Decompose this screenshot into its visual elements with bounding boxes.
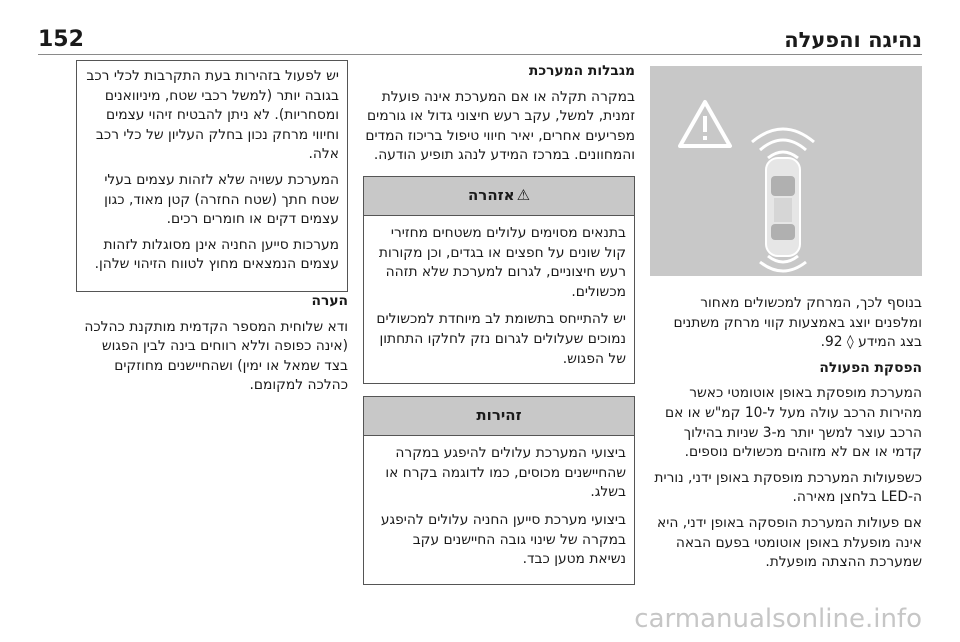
section-title: נהיגה והפעלה <box>784 28 922 52</box>
caution-paragraph-1: ביצועי המערכת עלולים להיפגע במקרה שהחיישנים מכוסים, כמו לדוגמה בקרח או בשלג. <box>385 445 626 501</box>
caution-box <box>363 396 635 585</box>
car-top-view-icon <box>650 66 922 276</box>
continued-warning-paragraph-2: המערכת עשויה שלא לזהות עצמים בעלי שטח חתך (שטח החזרה) קטן מאוד, כגון עצמים דקים או חומרים רכים. <box>104 171 339 228</box>
right-column <box>650 62 922 579</box>
intro-paragraph: בנוסף לכך, המרחק למכשולים מאחור ומלפנים יוצג באמצעות קווי מרחק משתנים בצג המידע ◊ 92. <box>673 295 922 351</box>
warning-paragraph-2: יש להתייחס בתשומת לב מיוחדת למכשולים נמוכים שעלולים לגרום נזק לחלקו התחתון של הפגוש. <box>376 311 626 367</box>
parking-sensor-display-image <box>650 66 922 276</box>
system-limits-paragraph: במקרה תקלה או אם המערכת אינה פועלת זמנית, למשל, עקב רעש חיצוני גדול או גורמים מפריעים אחרים, יאיר חיווי טיפול בריכוז המדים והמחוונים. במרכז המידע לנהג תופיע הודעה. <box>365 88 635 164</box>
warning-triangle-icon: ⚠ <box>516 186 531 205</box>
warning-triangle-icon <box>680 102 730 146</box>
continued-warning-paragraph-3: מערכות סייען החניה אינן מסוגלות לזהות עצמים הנמצאים מחוץ לטווח הזיהוי שלהן. <box>94 236 339 273</box>
note-paragraph: ודא שלוחית המספר הקדמית מותקנת כהלכה (אינה כפופה וללא רווחים בינה לבין הפגוש בצד שמאל או ימין) ושהחיישנים מחוזקים כהלכה למקומם. <box>84 318 348 394</box>
note-heading: הערה <box>311 292 348 309</box>
deactivation-heading: הפסקת הפעולה <box>819 359 922 376</box>
warning-paragraph-1: בתנאים מסוימים עלולים משטחים מחזירי קול שונים על חפצים או בגדים, וכן מקורות רעש חיצוניים, לגרום למערכת שלא תזהה מכשולים. <box>378 224 626 300</box>
warning-box-header <box>364 177 634 216</box>
continued-warning-paragraph-1: יש לפעול בזהירות בעת התקרבות לכלי רכב בגובה יותר (למשל רכבי שטח, מיניוואנים ומסחריות). לא ניתן להבטיח זיהוי עצמים וחיווי מרחק נכון בחלק העליון של כלי רכב אלה. <box>86 68 339 163</box>
deactivation-paragraph-3: אם פעולות המערכת הופסקה באופן ידני, היא אינה מופעלת באופן אוטומטי בפעם הבאה שמערכת ההצתה מופעלת. <box>657 514 922 571</box>
watermark: carmanualsonline.info <box>634 604 922 634</box>
deactivation-paragraph-1: המערכת מופסקת באופן אוטומטי כאשר מהירות הרכב עולה מעל ל-10 קמ"ש או אם הרכב עוצר למשך יותר מ-3 שניות בהילוך קדמי או אם לא מזוהים מכשולים נוספים. <box>665 385 922 461</box>
left-column <box>76 62 348 402</box>
middle-column <box>363 62 635 585</box>
system-limits-heading: מגבלות המערכת <box>528 63 635 79</box>
page-number: 152 <box>38 27 84 52</box>
warning-box <box>363 176 635 384</box>
deactivation-paragraph-2: כשפעולות המערכת מופסקת באופן ידני, נורית ה-LED בלחצן מאירה. <box>654 469 922 506</box>
caution-box-header <box>364 397 634 436</box>
warning-box-title: אזהרה <box>467 186 515 205</box>
caution-box-title: זהירות <box>476 406 522 425</box>
caution-paragraph-2: ביצועי מערכת סייען החניה עלולים להיפגע במקרה של שינוי גובה החיישנים עקב נשיאת מטען כבד. <box>380 511 626 568</box>
continued-warning-box <box>76 60 348 292</box>
page-header <box>38 26 922 55</box>
